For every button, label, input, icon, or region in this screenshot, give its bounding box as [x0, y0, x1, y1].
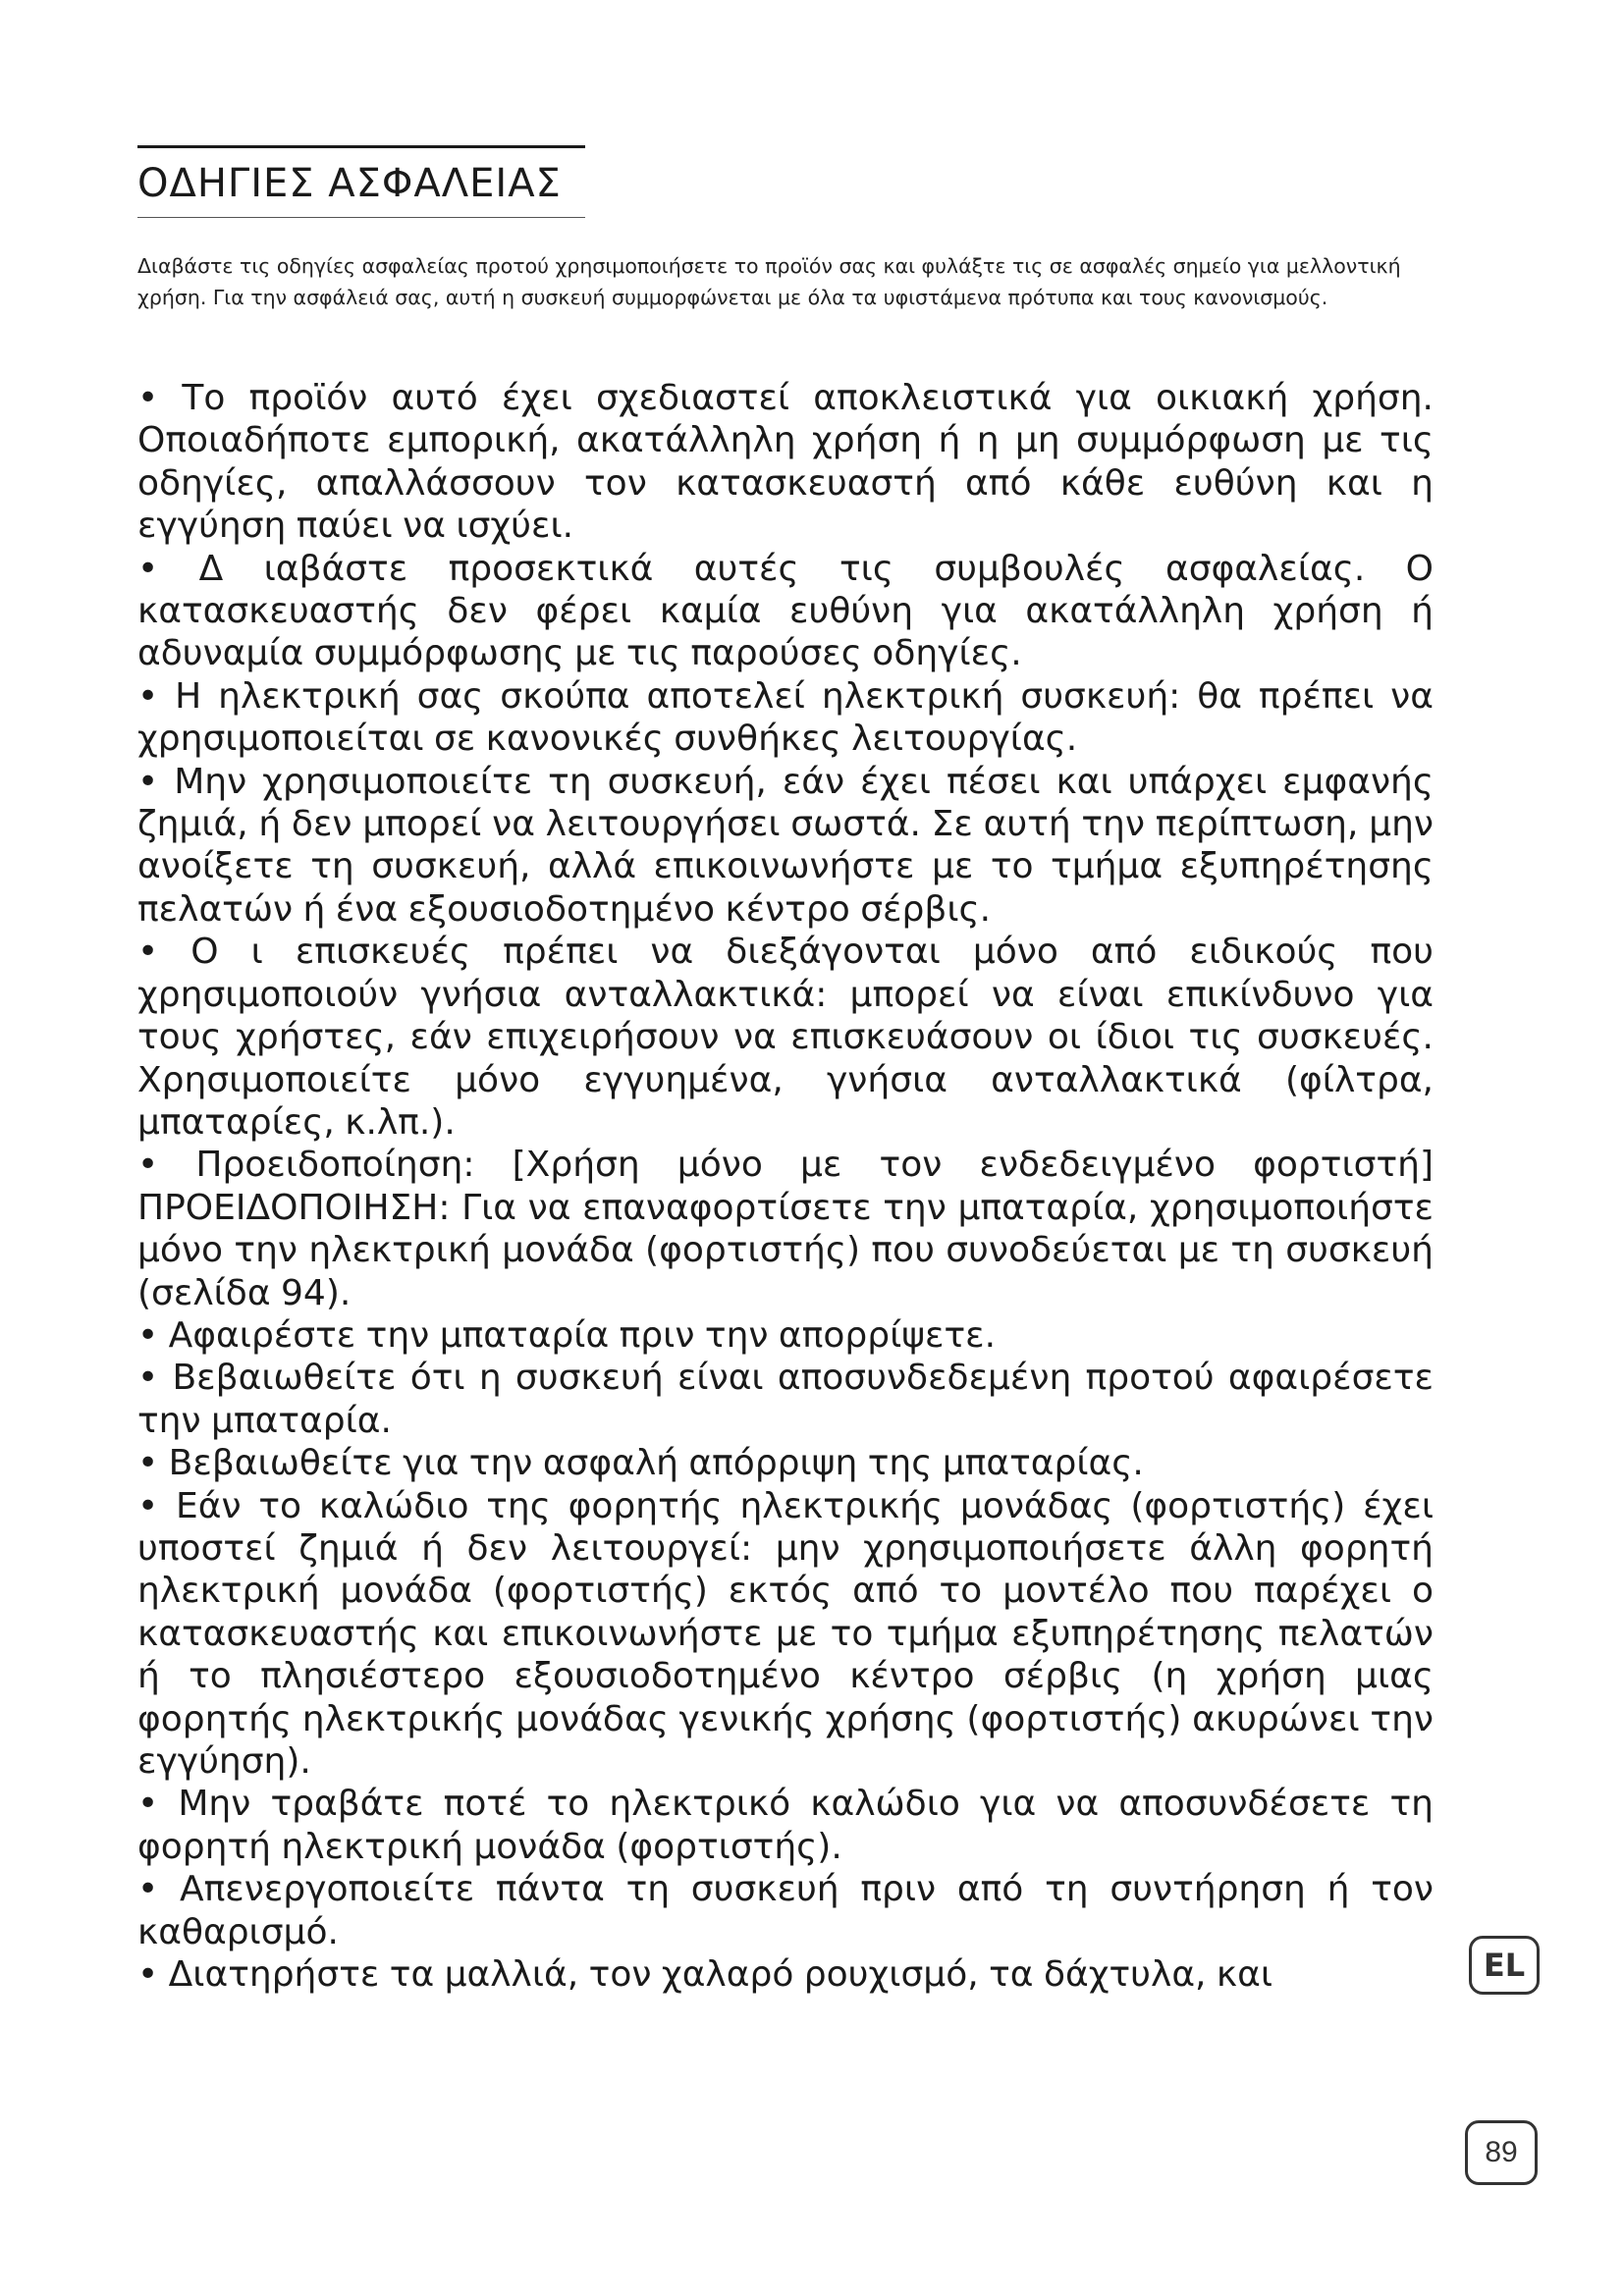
instruction-item: • Διατηρήστε τα μαλλιά, τον χαλαρό ρουχισμό, τα δάχτυλα, και	[137, 1954, 1273, 1996]
page-title: ΟΔΗΓΙΕΣ ΑΣΦΑΛΕΙΑΣ	[137, 161, 562, 206]
instruction-item: • Βεβαιωθείτε για την ασφαλή απόρριψη της μπαταρίας.	[137, 1443, 1144, 1484]
instruction-item: • Εάν το καλώδιο της φορητής ηλεκτρικής μονάδας (φορτιστής) έχει υποστεί ζημιά ή δεν λειτουργεί: μην χρησιμοποιήσετε άλλη φορητή ηλεκτρική μονάδα (φορτιστής) εκτός από το μοντέλο που παρέχει ο κατασκευαστής και επικοινωνήστε με το τμήμα εξυπηρέτησης πελατών ή το πλησιέστερο εξουσιοδοτημένο κέντρο σέρβις (η χρήση μιας φορητής ηλεκτρικής μονάδας γενικής χρήσης (φορτιστής) ακυρώνει την εγγύηση).	[137, 1485, 1434, 1782]
intro-paragraph: Διαβάστε τις οδηγίες ασφαλείας προτού χρησιμοποιήσετε το προϊόν σας και φυλάξτε τις σε ασφαλές σημείο για μελλοντική χρήση. Για την ασφάλειά σας, αυτή η συσκευή συμμορφώνεται με όλα τα υφιστάμενα πρότυπα και τους κανονισμούς.	[137, 254, 1401, 309]
header-rule-bottom	[137, 217, 585, 218]
instruction-item: • Βεβαιωθείτε ότι η συσκευή είναι αποσυνδεδεμένη προτού αφαιρέσετε την μπαταρία.	[137, 1358, 1434, 1441]
header-rule-top	[137, 145, 585, 148]
instruction-item: • Προειδοποίηση: [Χρήση μόνο με τον ενδεδειγμένο φορτιστή] ΠΡΟΕΙΔΟΠΟΙΗΣΗ: Για να επαναφορτίσετε την μπαταρία, χρησιμοποιήστε μόνο την ηλεκτρική μονάδα (φορτιστής) που συνοδεύεται με τη συσκευή (σελίδα 94).	[137, 1145, 1434, 1313]
safety-instructions	[137, 377, 1434, 1996]
instruction-item: • Το προϊόν αυτό έχει σχεδιαστεί αποκλειστικά για οικιακή χρήση. Οποιαδήποτε εμπορική, ακατάλληλη χρήση ή η μη συμμόρφωση με τις οδηγίες, απαλλάσσουν τον κατασκευαστή από κάθε ευθύνη και η εγγύηση παύει να ισχύει.	[137, 378, 1434, 547]
instruction-item: • Η ηλεκτρική σας σκούπα αποτελεί ηλεκτρική συσκευή: θα πρέπει να χρησιμοποιείται σε κανονικές συνθήκες λειτουργίας.	[137, 675, 1434, 760]
instruction-item: • Αφαιρέστε την μπαταρία πριν την απορρίψετε.	[137, 1314, 997, 1356]
language-badge: EL	[1469, 1936, 1540, 1995]
instruction-item: • Μην χρησιμοποιείτε τη συσκευή, εάν έχει πέσει και υπάρχει εμφανής ζημιά, ή δεν μπορεί να λειτουργήσει σωστά. Σε αυτή την περίπτωση, μην ανοίξετε τη συσκευή, αλλά επικοινωνήστε με το τμήμα εξυπηρέτησης πελατών ή ένα εξουσιοδοτημένο κέντρο σέρβις.	[137, 761, 1434, 930]
instruction-item: • Μην τραβάτε ποτέ το ηλεκτρικό καλώδιο για να αποσυνδέσετε τη φορητή ηλεκτρική μονάδα (φορτιστής).	[137, 1784, 1434, 1867]
page-number: 89	[1465, 2120, 1538, 2185]
instruction-item: • Ο ι επισκευές πρέπει να διεξάγονται μόνο από ειδικούς που χρησιμοποιούν γνήσια ανταλλακτικά: μπορεί να είναι επικίνδυνο για τους χρήστες, εάν επιχειρήσουν να επισκευάσουν οι ίδιοι τις συσκευές. Χρησιμοποιείτε μόνο εγγυημένα, γνήσια ανταλλακτικά (φίλτρα, μπαταρίες, κ.λπ.).	[137, 932, 1434, 1143]
instruction-item: • Απενεργοποιείτε πάντα τη συσκευή πριν από τη συντήρηση ή τον καθαρισμό.	[137, 1869, 1434, 1952]
instruction-item: • Δ ιαβάστε προσεκτικά αυτές τις συμβουλές ασφαλείας. Ο κατασκευαστής δεν φέρει καμία ευθύνη για ακατάλληλη χρήση ή αδυναμία συμμόρφωσης με τις παρούσες οδηγίες.	[137, 548, 1434, 674]
section-header	[137, 145, 585, 218]
